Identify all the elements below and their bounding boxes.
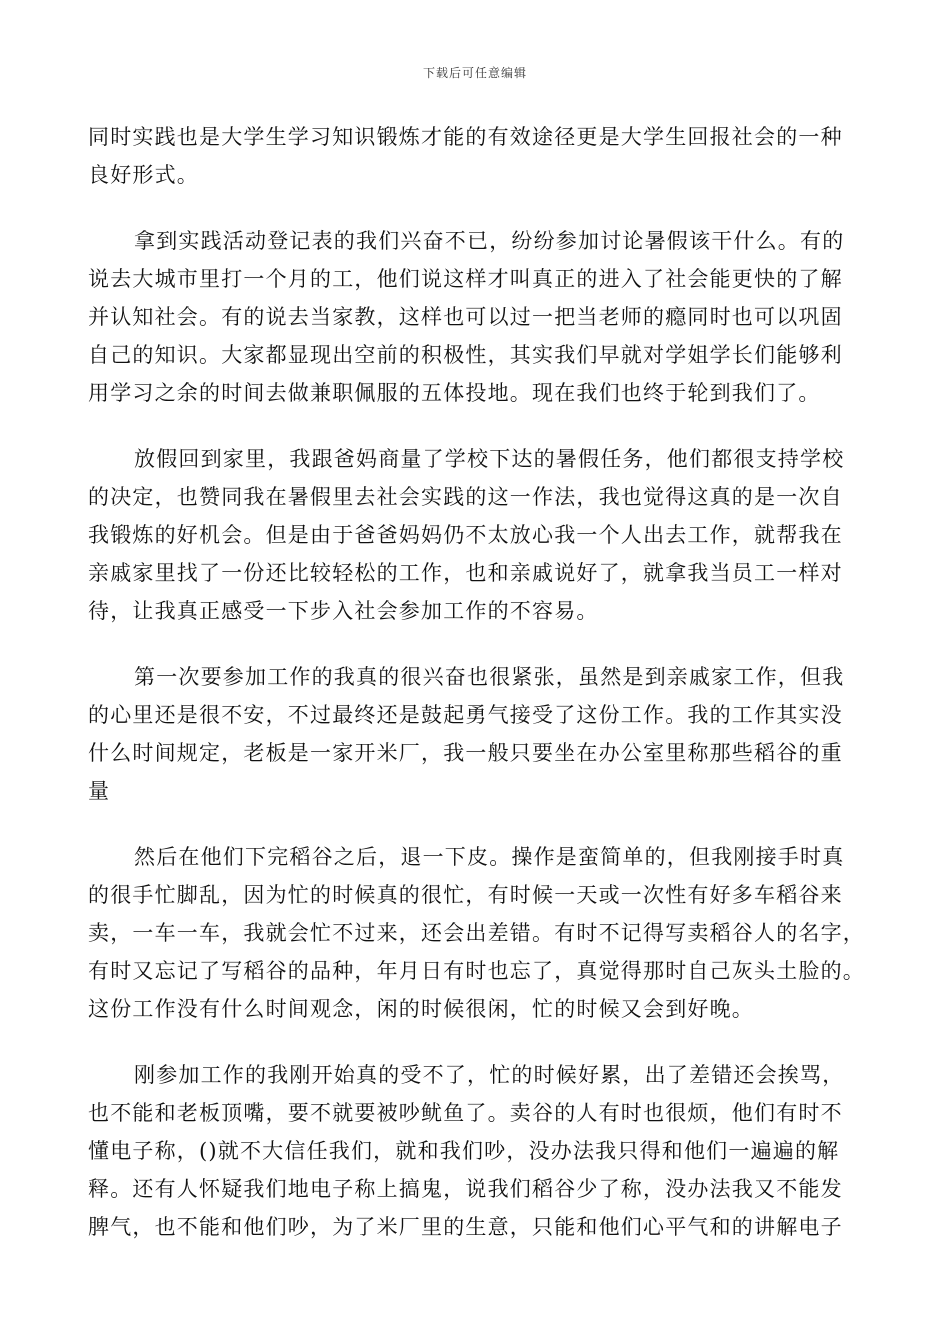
text-line: 我锻炼的好机会。但是由于爸爸妈妈仍不太放心我一个人出去工作，就帮我在 [88, 523, 843, 547]
text-line: 的很手忙脚乱，因为忙的时候真的很忙，有时候一天或一次性有好多车稻谷来 [88, 883, 843, 907]
text-line: 卖，一车一车，我就会忙不过来，还会出差错。有时不记得写卖稻谷人的名字， [88, 921, 865, 945]
text-line: 有时又忘记了写稻谷的品种，年月日有时也忘了，真觉得那时自己灰头土脸的。 [88, 959, 865, 983]
paragraph-5 [88, 838, 865, 1028]
text-line: 第一次要参加工作的我真的很兴奋也很紧张，虽然是到亲戚家工作，但我 [134, 665, 845, 689]
paragraph-2 [88, 222, 858, 412]
text-line: 释。还有人怀疑我们地电子称上搞鬼，说我们稻谷少了称，没办法我又不能发 [88, 1177, 843, 1201]
text-line: 也不能和老板顶嘴，要不就要被吵鱿鱼了。卖谷的人有时也很烦，他们有时不 [88, 1101, 843, 1125]
paragraph-6 [88, 1056, 858, 1246]
text-line: 待，让我真正感受一下步入社会参加工作的不容易。 [88, 599, 599, 623]
text-line: 放假回到家里，我跟爸妈商量了学校下达的暑假任务，他们都很支持学校 [134, 447, 845, 471]
text-line: 亲戚家里找了一份还比较轻松的工作，也和亲戚说好了，就拿我当员工一样对 [88, 561, 843, 585]
text-line: 脾气，也不能和他们吵，为了米厂里的生意，只能和他们心平气和的讲解电子 [88, 1215, 843, 1239]
paragraph-4 [88, 658, 858, 810]
text-line: 的心里还是很不安，不过最终还是鼓起勇气接受了这份工作。我的工作其实没 [88, 703, 843, 727]
text-line: 的决定，也赞同我在暑假里去社会实践的这一作法，我也觉得这真的是一次自 [88, 485, 843, 509]
page-header: 下载后可任意编辑 [422, 66, 527, 80]
document-body [88, 118, 865, 1274]
text-line: 并认知社会。有的说去当家教，这样也可以过一把当老师的瘾同时也可以巩固 [88, 305, 843, 329]
text-line: 自己的知识。大家都显现出空前的积极性，其实我们早就对学姐学长们能够利 [88, 343, 843, 367]
text-line: 懂电子称，()就不大信任我们，就和我们吵，没办法我只得和他们一遍遍的解 [88, 1139, 840, 1163]
paragraph-3 [88, 440, 858, 630]
text-line: 拿到实践活动登记表的我们兴奋不已，纷纷参加讨论暑假该干什么。有的 [134, 229, 845, 253]
text-line: 同时实践也是大学生学习知识锻炼才能的有效途径更是大学生回报社会的一种 [88, 125, 843, 149]
text-line: 刚参加工作的我刚开始真的受不了，忙的时候好累，出了差错还会挨骂， [134, 1063, 845, 1087]
text-line: 用学习之余的时间去做兼职佩服的五体投地。现在我们也终于轮到我们了。 [88, 381, 821, 405]
text-line: 说去大城市里打一个月的工，他们说这样才叫真正的进入了社会能更快的了解 [88, 267, 843, 291]
text-line: 量 [88, 779, 111, 803]
text-line: 然后在他们下完稻谷之后，退一下皮。操作是蛮简单的，但我刚接手时真 [134, 845, 845, 869]
text-line: 这份工作没有什么时间观念，闲的时候很闲，忙的时候又会到好晚。 [88, 997, 754, 1021]
text-line: 什么时间规定，老板是一家开米厂，我一般只要坐在办公室里称那些稻谷的重 [88, 741, 843, 765]
text-line: 良好形式。 [88, 163, 199, 187]
paragraph-1 [88, 118, 858, 194]
